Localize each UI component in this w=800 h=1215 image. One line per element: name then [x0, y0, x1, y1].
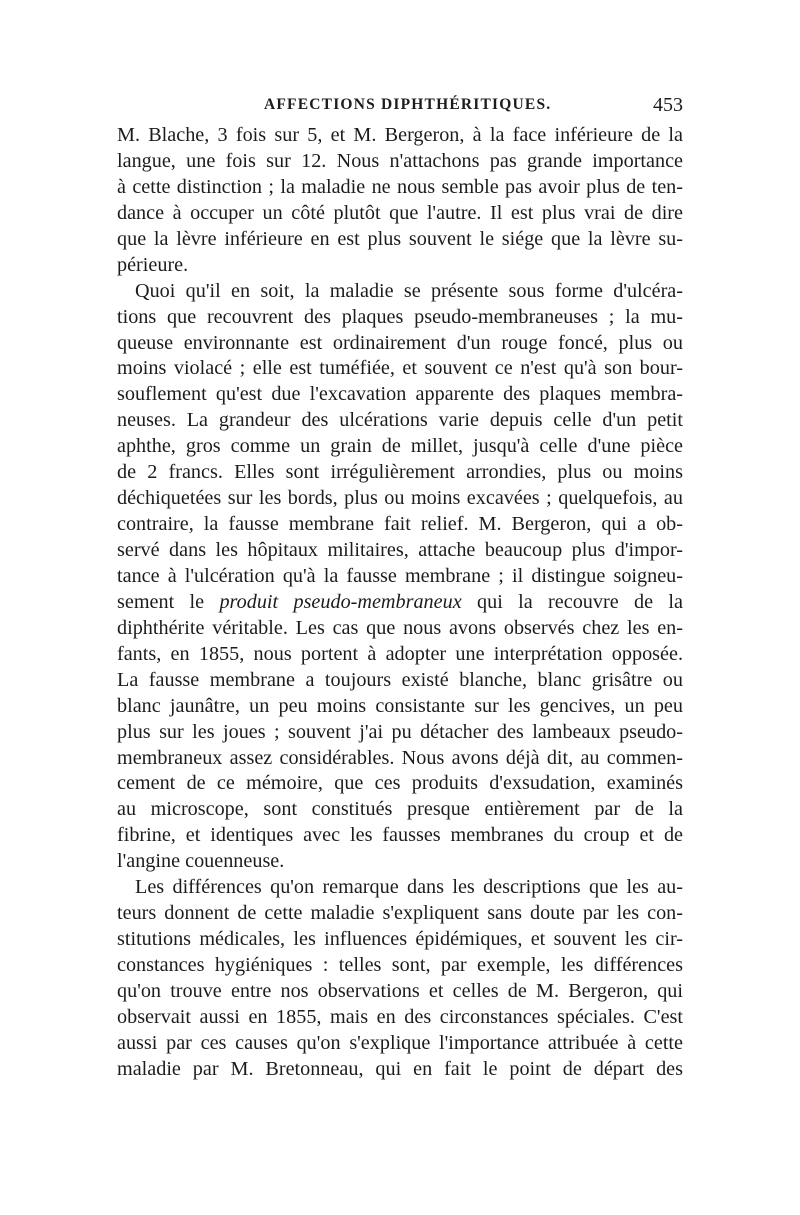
text-line-with-italic	[117, 590, 683, 616]
book-page	[117, 0, 683, 1215]
text-line: fibrine, et identiques avec les fausses membranes du croup et de	[117, 824, 683, 847]
text-line: l'angine couenneuse.	[117, 850, 285, 873]
text-line: neuses. La grandeur des ulcérations varie depuis celle d'un petit	[117, 409, 683, 432]
paragraph-1	[117, 123, 683, 279]
text-fragment: sement le	[117, 590, 220, 613]
text-line: Les différences qu'on remarque dans les descriptions que les au-	[135, 876, 683, 899]
text-line: langue, une fois sur 12. Nous n'attachons pas grande importance	[117, 149, 683, 172]
italic-term: produit pseudo-membraneux	[219, 590, 462, 613]
text-line: aussi par ces causes qu'on s'explique l'importance attribuée à cette	[117, 1031, 683, 1054]
text-line: teurs donnent de cette maladie s'expliquent sans doute par les con-	[117, 902, 683, 925]
text-line: plus sur les joues ; souvent j'ai pu détacher des lambeaux pseudo-	[117, 720, 683, 743]
text-fragment: qui la recouvre de la	[461, 590, 683, 613]
paragraph-2	[117, 279, 683, 876]
text-line: à cette distinction ; la maladie ne nous semble pas avoir plus de ten-	[117, 175, 683, 198]
text-line: aphthe, gros comme un grain de millet, jusqu'à celle d'une pièce	[117, 435, 683, 458]
text-line: observait aussi en 1855, mais en des circonstances spéciales. C'est	[117, 1005, 683, 1028]
text-line: blanc jaunâtre, un peu moins consistante sur les gencives, un peu	[117, 694, 683, 717]
text-line: Quoi qu'il en soit, la maladie se présente sous forme d'ulcéra-	[135, 279, 683, 302]
text-line: souflement qu'est due l'excavation apparente des plaques membra-	[117, 383, 683, 406]
body-text	[117, 123, 683, 1083]
text-line: membraneux assez considérables. Nous avons déjà dit, au commen-	[117, 746, 683, 769]
text-line: contraire, la fausse membrane fait relief. M. Bergeron, qui a ob-	[117, 513, 683, 536]
text-line: tions que recouvrent des plaques pseudo-membraneuses ; la mu-	[117, 305, 683, 328]
text-line: de 2 francs. Elles sont irrégulièrement arrondies, plus ou moins	[117, 461, 683, 484]
running-head	[117, 96, 683, 120]
text-line: constances hygiéniques : telles sont, par exemple, les différences	[117, 954, 683, 976]
text-line: maladie par M. Bretonneau, qui en fait le point de départ des	[117, 1057, 683, 1080]
page-number: 453	[653, 94, 683, 116]
text-line: au microscope, sont constitués presque entièrement par de la	[117, 798, 683, 821]
running-title: AFFECTIONS DIPHTHÉRITIQUES.	[264, 96, 552, 113]
text-line: queuse environnante est ordinairement d'un rouge foncé, plus ou	[117, 331, 683, 354]
paragraph-3	[117, 875, 683, 1083]
text-line: déchiquetées sur les bords, plus ou moins excavées ; quelquefois, au	[117, 487, 683, 510]
text-line: moins violacé ; elle est tuméfiée, et souvent ce n'est qu'à son bour-	[117, 357, 683, 380]
text-line: tance à l'ulcération qu'à la fausse membrane ; il distingue soigneu-	[117, 564, 683, 587]
text-line: La fausse membrane a toujours existé blanche, blanc grisâtre ou	[117, 668, 683, 691]
text-line: diphthérite véritable. Les cas que nous avons observés chez les en-	[117, 616, 683, 639]
text-line: dance à occuper un côté plutôt que l'autre. Il est plus vrai de dire	[117, 201, 683, 224]
text-line: cement de ce mémoire, que ces produits d'exsudation, examinés	[117, 772, 683, 795]
text-line: périeure.	[117, 253, 189, 276]
text-line: fants, en 1855, nous portent à adopter une interprétation opposée.	[117, 642, 683, 665]
text-line: qu'on trouve entre nos observations et celles de M. Bergeron, qui	[117, 979, 683, 1002]
text-line: que la lèvre inférieure en est plus souvent le siége que la lèvre su-	[117, 227, 683, 250]
text-line: M. Blache, 3 fois sur 5, et M. Bergeron, à la face inférieure de la	[117, 124, 683, 146]
text-line: stitutions médicales, les influences épidémiques, et souvent les cir-	[117, 928, 683, 951]
text-line: servé dans les hôpitaux militaires, attache beaucoup plus d'impor-	[117, 539, 683, 561]
